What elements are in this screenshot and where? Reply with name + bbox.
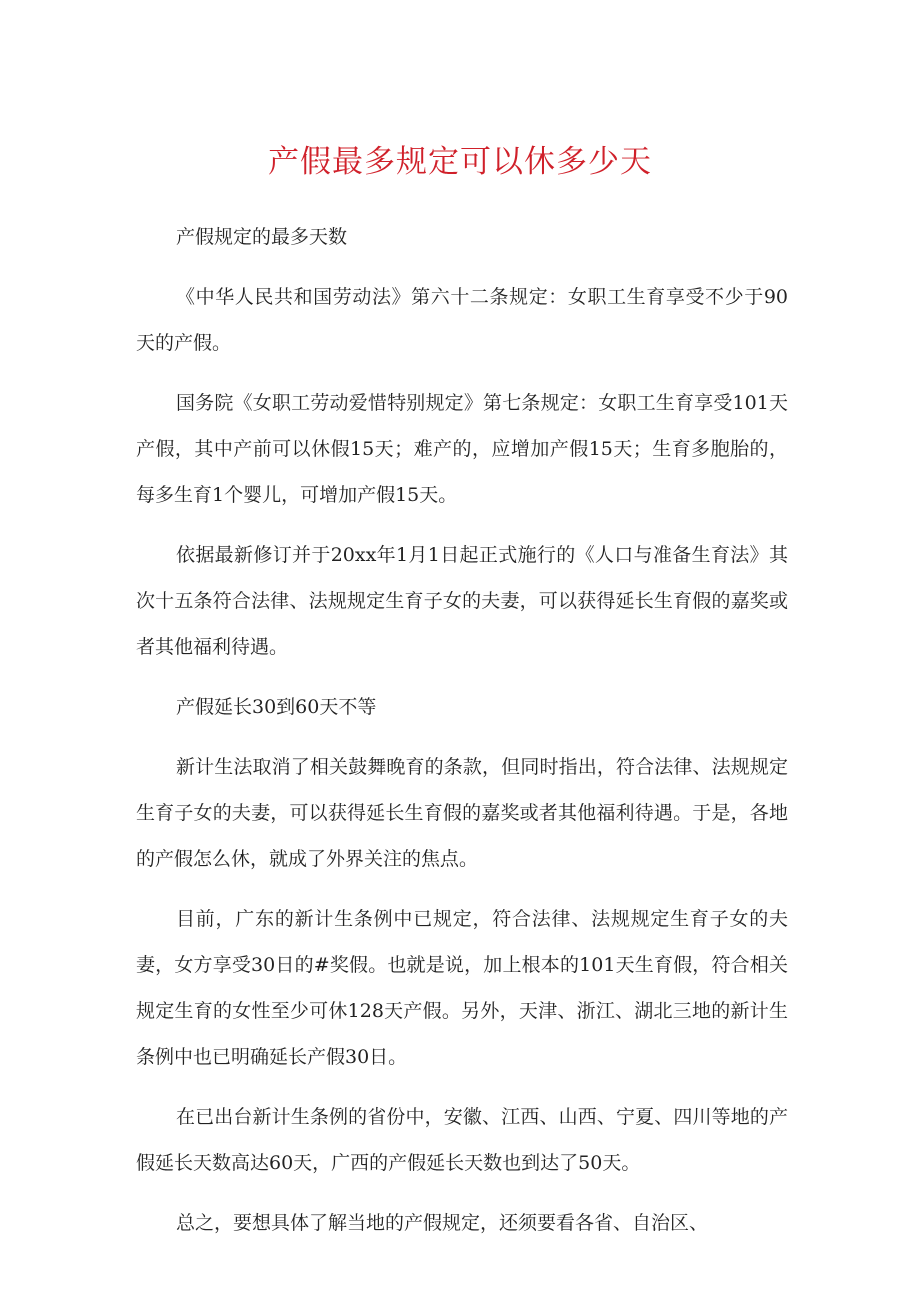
body-paragraph: 目前，广东的新计生条例中已规定，符合法律、法规规定生育子女的夫妻，女方享受30日的#奖假。也就是说，加上根本的101天生育假，符合相关规定生育的女性至少可休128天产假。另外，天津、浙江、湖北三地的新计生条例中也已明确延长产假30日。 xyxy=(136,908,788,1068)
body-paragraph: 《中华人民共和国劳动法》第六十二条规定：女职工生育享受不少于90天的产假。 xyxy=(136,286,788,354)
body-paragraph: 新计生法取消了相关鼓舞晚育的条款，但同时指出，符合法律、法规规定生育子女的夫妻，可以获得延长生育假的嘉奖或者其他福利待遇。于是，各地的产假怎么休，就成了外界关注的焦点。 xyxy=(136,756,788,870)
body-paragraph: 总之，要想具体了解当地的产假规定，还须要看各省、自治区、 xyxy=(176,1212,709,1234)
section-heading: 产假规定的最多天数 xyxy=(176,226,348,248)
document-body xyxy=(136,214,788,1260)
section-heading: 产假延长30到60天不等 xyxy=(176,696,377,718)
body-paragraph: 国务院《女职工劳动爱惜特别规定》第七条规定：女职工生育享受101天产假，其中产前可以休假15天；难产的，应增加产假15天；生育多胞胎的，每多生育1个婴儿，可增加产假15天。 xyxy=(136,392,788,506)
document-title: 产假最多规定可以休多少天 xyxy=(268,144,652,180)
body-paragraph: 依据最新修订并于20xx年1月1日起正式施行的《人口与准备生育法》其次十五条符合法律、法规规定生育子女的夫妻，可以获得延长生育假的嘉奖或者其他福利待遇。 xyxy=(136,544,788,658)
body-paragraph: 在已出台新计生条例的省份中，安徽、江西、山西、宁夏、四川等地的产假延长天数高达60天，广西的产假延长天数也到达了50天。 xyxy=(136,1106,788,1174)
